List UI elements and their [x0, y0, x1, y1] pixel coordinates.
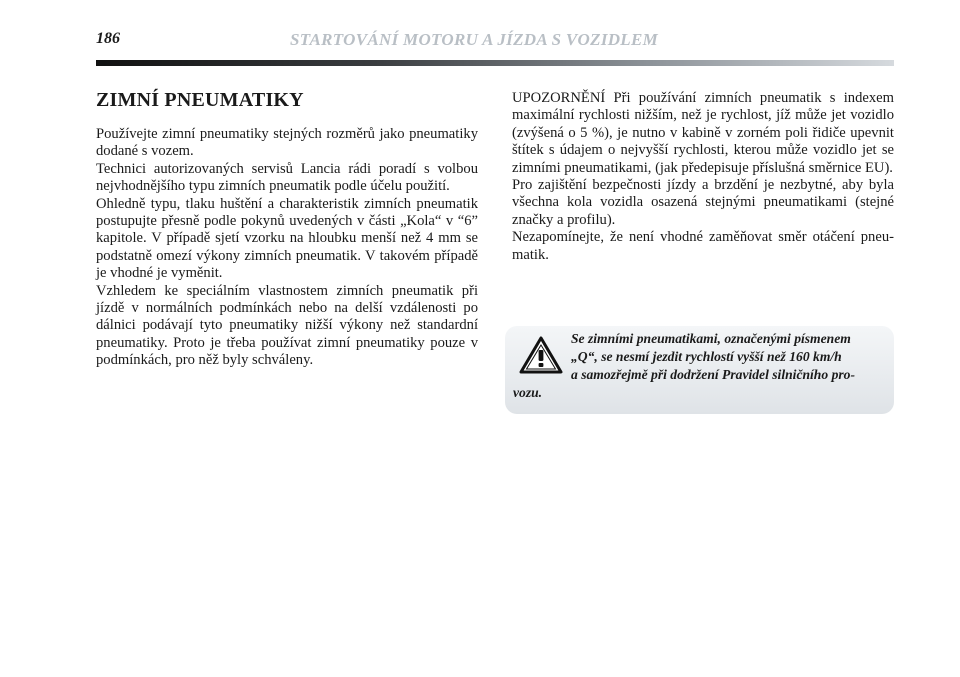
right-column: [512, 90, 894, 264]
warning-line: Se zimními pneumatikami, označenými písmenem: [571, 331, 851, 346]
paragraph: Nezapomínejte, že není vhodné zaměňovat směr otáčení pneumatik.: [512, 229, 894, 263]
paragraph: Ohledně typu, tlaku huštění a charakteristik zimních pneumatik postupujte přesně podle pokynů uvedených v části „Kola“ v “6” kapitole. V případě sjetí vzorku na hloubku menší než 4 mm se podstatně omezí výkony zimních pneumatik. V takovém případě je vhodné je vyměnit.: [96, 195, 478, 282]
running-header-title: STARTOVÁNÍ MOTORU A JÍZDA S VOZIDLEM: [290, 30, 659, 49]
paragraph: Technici autorizovaných servisů Lancia rádi poradí s volbou nejvhodnějšího typu zimních pneumatik podle účelu použití.: [96, 160, 478, 195]
page-number: 186: [96, 30, 120, 47]
paragraph: UPOZORNĚNÍ Při používání zimních pneumatik s indexem maximální rychlosti nižším, než je rychlost, jíž může jet vozidlo (zvýšená o 5 %), je nutno v kabině v zorném poli řidiče upevnit štítek s údajem o nejvyšší rychlosti, kterou může vozidlo jet se zimními pneumatikami, (jak předepisuje příslušná směrnice EU).: [512, 90, 894, 176]
paragraph: Pro zajištění bezpečnosti jízdy a brzdění je nezbytné, aby byla všechna kola vozidla osazená stejnými pneumatikami (stejné značky a profilu).: [512, 177, 894, 228]
warning-triangle-icon: [519, 336, 563, 374]
warning-box: [505, 326, 894, 414]
left-column: [96, 88, 478, 370]
section-title: ZIMNÍ PNEUMATIKY: [96, 89, 304, 111]
header-divider: [96, 60, 894, 66]
paragraph: Používejte zimní pneumatiky stejných rozměrů jako pneumatiky dodané s vozem.: [96, 126, 478, 160]
warning-line: vozu.: [513, 385, 543, 400]
warning-line: a samozřejmě při dodržení Pravidel silničního pro-: [571, 367, 855, 382]
paragraph: Vzhledem ke speciálním vlastnostem zimních pneumatik při jízdě v normálních podmínkách nebo na delší vzdálenosti po dálnici podávají tyto pneumatiky nižší výkony než standardní pneumatiky. Proto je třeba používat zimní pneumatiky pouze v podmínkách, pro něž byly schváleny.: [96, 282, 478, 369]
warning-line: „Q“, se nesmí jezdit rychlostí vyšší než 160 km/h: [571, 349, 842, 364]
